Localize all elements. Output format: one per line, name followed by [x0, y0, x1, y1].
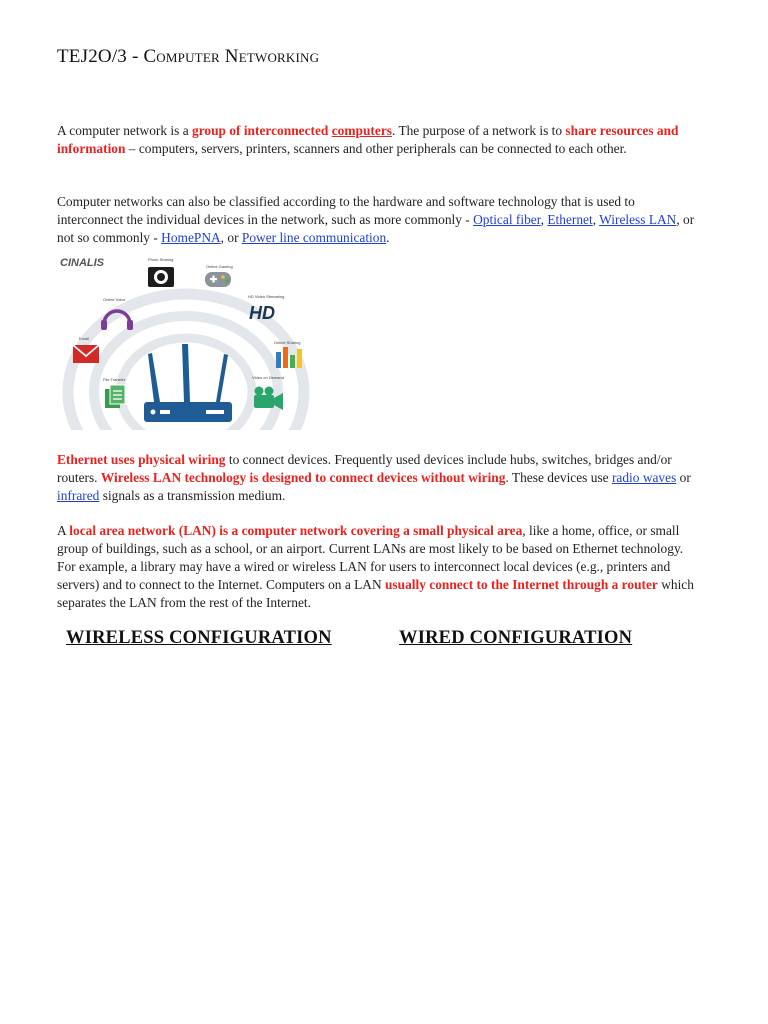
p2-text-1: Computer networks can also be classified according to the hardware and software technology that is used to interconnect the individual devices in the network, such as more commonly - [57, 194, 635, 227]
ethernet-link[interactable]: Ethernet [547, 212, 593, 227]
radio-waves-link[interactable]: radio waves [611, 470, 677, 485]
homepna-link[interactable]: HomePNA [161, 230, 221, 245]
p4-highlight-1: local area network (LAN) is a computer network covering a small physical area [69, 523, 523, 538]
p3-highlight-1: Ethernet uses physical wiring [57, 452, 226, 467]
paragraph-network-classification [57, 193, 697, 247]
p3-text-3: or [676, 470, 691, 485]
wireless-configuration-heading: WIRELESS CONFIGURATION [66, 628, 332, 648]
p2-text-2: , or not so commonly - [57, 212, 695, 245]
email-label: Email [79, 336, 90, 341]
p3-highlight-2: Wireless LAN technology is designed to connect devices without wiring [100, 470, 506, 485]
online-voice-label: Online Voice [103, 297, 126, 302]
p1-text-2: . The purpose of a network is to [391, 123, 566, 138]
p3-text-4: signals as a transmission medium. [99, 488, 286, 503]
p4-text-3: which separates the LAN from the rest of the Internet. [57, 577, 694, 610]
camera-icon [148, 267, 174, 287]
wired-configuration-heading: WIRED CONFIGURATION [399, 628, 633, 648]
router-icon [144, 344, 232, 422]
title-prefix: TEJ2O/3 - [57, 46, 144, 67]
email-icon [73, 345, 99, 363]
gamepad-icon [205, 272, 231, 287]
power-line-communication-link[interactable]: Power line communication [241, 230, 387, 245]
optical-fiber-link[interactable]: Optical fiber [473, 212, 541, 227]
wireless-lan-link[interactable]: Wireless LAN [599, 212, 677, 227]
p4-text-2: , like a home, office, or small group of buildings, such as a school, or an airport. Current LANs are most likely to be based on Ethernet technology. For example, a library may have a wired or wireless LAN for users to interconnect local devices (e.g., printers and servers) and to connect to the Internet. Computers on a LAN [57, 523, 684, 592]
p2-sep-1: , [540, 212, 548, 227]
online-sharing-label: Online Sharing [274, 340, 301, 345]
hd-video-label: HD Video Streaming [248, 294, 285, 299]
p3-text-2: . These devices use [505, 470, 612, 485]
p1-text-3: – computers, servers, printers, scanners and other peripherals can be connected to each other. [125, 141, 627, 156]
p2-sep-2: , [592, 212, 600, 227]
p4-text-1: A [57, 523, 70, 538]
p2-text-3: . [386, 230, 390, 245]
paragraph-ethernet-wireless [57, 451, 697, 505]
infrared-link[interactable]: infrared [57, 488, 100, 503]
online-gaming-label: Online Gaming [206, 264, 233, 269]
p2-sep-3: , or [220, 230, 242, 245]
hd-video-icon: HD [249, 303, 275, 323]
p1-text-1: A computer network is a [57, 123, 192, 138]
paragraph-lan-definition [57, 522, 697, 612]
p1-highlight-1: group of interconnected [192, 123, 332, 138]
p3-text-1: to connect devices. Frequently used devices include hubs, switches, bridges and/or routers. [57, 452, 672, 485]
wireless-router-illustration [56, 252, 316, 430]
cinalis-logo: CINALIS [60, 257, 104, 269]
p4-highlight-2: usually connect to the Internet through a router [384, 577, 658, 592]
title-main: Computer Networking [143, 46, 320, 67]
video-on-demand-label: Video on Demand [252, 375, 284, 380]
page-title [57, 46, 319, 68]
photo-sharing-label: Photo Sharing [148, 257, 174, 262]
computers-link[interactable]: computers [331, 123, 392, 138]
paragraph-network-definition [57, 122, 697, 158]
p1-highlight-2: share resources and information [57, 123, 679, 156]
file-transfer-label: File Transfer [103, 377, 126, 382]
